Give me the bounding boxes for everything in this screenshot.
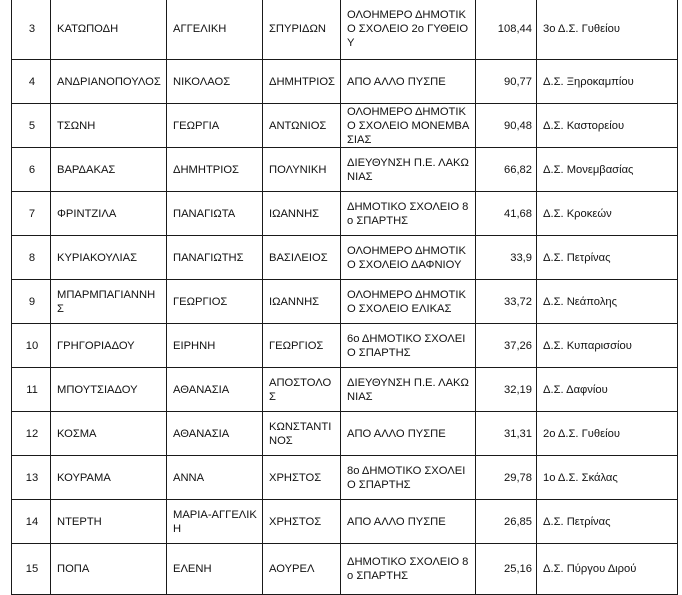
school-cell: ΔΗΜΟΤΙΚΟ ΣΧΟΛΕΙΟ 8ο ΣΠΑΡΤΗΣ — [341, 544, 476, 595]
score-cell: 41,68 — [476, 192, 537, 236]
surname-cell: ΜΠΟΥΤΣΙΑΔΟΥ — [51, 368, 167, 412]
surname-cell: ΚΟΥΡΑΜΑ — [51, 456, 167, 500]
table-row — [12, 280, 678, 324]
row-number-cell: 15 — [12, 544, 51, 595]
firstname-cell: ΠΑΝΑΓΙΩΤΗΣ — [167, 236, 263, 280]
score-cell: 33,72 — [476, 280, 537, 324]
table-row — [12, 60, 678, 104]
score-cell: 31,31 — [476, 412, 537, 456]
score-cell: 90,48 — [476, 104, 537, 148]
destination-cell: Δ.Σ. Μονεμβασίας — [537, 148, 678, 192]
school-cell: ΟΛΟΗΜΕΡΟ ΔΗΜΟΤΙΚΟ ΣΧΟΛΕΙΟ ΜΟΝΕΜΒΑΣΙΑΣ — [341, 104, 476, 148]
table-row — [12, 192, 678, 236]
father-name-cell: ΙΩΑΝΝΗΣ — [263, 192, 341, 236]
score-cell: 25,16 — [476, 544, 537, 595]
school-cell: ΑΠΟ ΑΛΛΟ ΠΥΣΠΕ — [341, 412, 476, 456]
firstname-cell: ΓΕΩΡΓΙΟΣ — [167, 280, 263, 324]
table-row — [12, 0, 678, 60]
firstname-cell: ΑΘΑΝΑΣΙΑ — [167, 412, 263, 456]
table-row — [12, 104, 678, 148]
row-number-cell: 8 — [12, 236, 51, 280]
row-number-cell: 4 — [12, 60, 51, 104]
score-cell: 32,19 — [476, 368, 537, 412]
surname-cell: ΤΣΩΝΗ — [51, 104, 167, 148]
firstname-cell: ΓΕΩΡΓΙΑ — [167, 104, 263, 148]
father-name-cell: ΚΩΝΣΤΑΝΤΙΝΟΣ — [263, 412, 341, 456]
score-cell: 29,78 — [476, 456, 537, 500]
school-cell: ΔΗΜΟΤΙΚΟ ΣΧΟΛΕΙΟ 8ο ΣΠΑΡΤΗΣ — [341, 192, 476, 236]
score-cell: 108,44 — [476, 0, 537, 60]
table-row — [12, 148, 678, 192]
score-cell: 33,9 — [476, 236, 537, 280]
father-name-cell: ΒΑΣΙΛΕΙΟΣ — [263, 236, 341, 280]
destination-cell: Δ.Σ. Πύργου Διρού — [537, 544, 678, 595]
father-name-cell: ΙΩΑΝΝΗΣ — [263, 280, 341, 324]
row-number-cell: 6 — [12, 148, 51, 192]
row-number-cell: 13 — [12, 456, 51, 500]
school-cell: ΑΠΟ ΑΛΛΟ ΠΥΣΠΕ — [341, 500, 476, 544]
father-name-cell: ΧΡΗΣΤΟΣ — [263, 456, 341, 500]
firstname-cell: ΑΘΑΝΑΣΙΑ — [167, 368, 263, 412]
table-row — [12, 412, 678, 456]
school-cell: 8ο ΔΗΜΟΤΙΚΟ ΣΧΟΛΕΙΟ ΣΠΑΡΤΗΣ — [341, 456, 476, 500]
row-number-cell: 10 — [12, 324, 51, 368]
surname-cell: ΜΠΑΡΜΠΑΓΙΑΝΝΗΣ — [51, 280, 167, 324]
destination-cell: 3ο Δ.Σ. Γυθείου — [537, 0, 678, 60]
firstname-cell: ΠΑΝΑΓΙΩΤΑ — [167, 192, 263, 236]
father-name-cell: ΔΗΜΗΤΡΙΟΣ — [263, 60, 341, 104]
firstname-cell: ΕΙΡΗΝΗ — [167, 324, 263, 368]
score-cell: 26,85 — [476, 500, 537, 544]
surname-cell: ΠΟΠΑ — [51, 544, 167, 595]
row-number-cell: 3 — [12, 0, 51, 60]
row-number-cell: 12 — [12, 412, 51, 456]
placement-table — [11, 0, 678, 595]
destination-cell: Δ.Σ. Πετρίνας — [537, 236, 678, 280]
table-row — [12, 500, 678, 544]
table-row — [12, 236, 678, 280]
table-row — [12, 544, 678, 595]
surname-cell: ΚΥΡΙΑΚΟΥΛΙΑΣ — [51, 236, 167, 280]
table-body — [12, 0, 678, 595]
firstname-cell: ΔΗΜΗΤΡΙΟΣ — [167, 148, 263, 192]
school-cell: ΟΛΟΗΜΕΡΟ ΔΗΜΟΤΙΚΟ ΣΧΟΛΕΙΟ ΕΛΙΚΑΣ — [341, 280, 476, 324]
destination-cell: Δ.Σ. Δαφνίου — [537, 368, 678, 412]
surname-cell: ΑΝΔΡΙΑΝΟΠΟΥΛΟΣ — [51, 60, 167, 104]
table-row — [12, 368, 678, 412]
destination-cell: Δ.Σ. Ξηροκαμπίου — [537, 60, 678, 104]
score-cell: 90,77 — [476, 60, 537, 104]
father-name-cell: ΑΠΟΣΤΟΛΟΣ — [263, 368, 341, 412]
firstname-cell: ΑΝΝΑ — [167, 456, 263, 500]
score-cell: 66,82 — [476, 148, 537, 192]
row-number-cell: 14 — [12, 500, 51, 544]
row-number-cell: 7 — [12, 192, 51, 236]
surname-cell: ΚΑΤΩΠΟΔΗ — [51, 0, 167, 60]
score-cell: 37,26 — [476, 324, 537, 368]
surname-cell: ΝΤΕΡΤΗ — [51, 500, 167, 544]
surname-cell: ΦΡΙΝΤΖΙΛΑ — [51, 192, 167, 236]
school-cell: ΟΛΟΗΜΕΡΟ ΔΗΜΟΤΙΚΟ ΣΧΟΛΕΙΟ ΔΑΦΝΙΟΥ — [341, 236, 476, 280]
father-name-cell: ΑΟΥΡΕΛ — [263, 544, 341, 595]
destination-cell: 2ο Δ.Σ. Γυθείου — [537, 412, 678, 456]
table-row — [12, 324, 678, 368]
father-name-cell: ΧΡΗΣΤΟΣ — [263, 500, 341, 544]
surname-cell: ΓΡΗΓΟΡΙΑΔΟΥ — [51, 324, 167, 368]
destination-cell: Δ.Σ. Κυπαρισσίου — [537, 324, 678, 368]
school-cell: ΔΙΕΥΘΥΝΣΗ Π.Ε. ΛΑΚΩΝΙΑΣ — [341, 148, 476, 192]
school-cell: 6ο ΔΗΜΟΤΙΚΟ ΣΧΟΛΕΙΟ ΣΠΑΡΤΗΣ — [341, 324, 476, 368]
destination-cell: Δ.Σ. Πετρίνας — [537, 500, 678, 544]
father-name-cell: ΓΕΩΡΓΙΟΣ — [263, 324, 341, 368]
father-name-cell: ΣΠΥΡΙΔΩΝ — [263, 0, 341, 60]
row-number-cell: 5 — [12, 104, 51, 148]
firstname-cell: ΜΑΡΙΑ-ΑΓΓΕΛΙΚΗ — [167, 500, 263, 544]
school-cell: ΑΠΟ ΑΛΛΟ ΠΥΣΠΕ — [341, 60, 476, 104]
destination-cell: Δ.Σ. Νεάπολης — [537, 280, 678, 324]
school-cell: ΔΙΕΥΘΥΝΣΗ Π.Ε. ΛΑΚΩΝΙΑΣ — [341, 368, 476, 412]
row-number-cell: 11 — [12, 368, 51, 412]
school-cell: ΟΛΟΗΜΕΡΟ ΔΗΜΟΤΙΚΟ ΣΧΟΛΕΙΟ 2ο ΓΥΘΕΙΟΥ — [341, 0, 476, 60]
firstname-cell: ΕΛΕΝΗ — [167, 544, 263, 595]
surname-cell: ΒΑΡΔΑΚΑΣ — [51, 148, 167, 192]
table-row — [12, 456, 678, 500]
destination-cell: Δ.Σ. Κροκεών — [537, 192, 678, 236]
row-number-cell: 9 — [12, 280, 51, 324]
firstname-cell: ΑΓΓΕΛΙΚΗ — [167, 0, 263, 60]
destination-cell: Δ.Σ. Καστορείου — [537, 104, 678, 148]
father-name-cell: ΑΝΤΩΝΙΟΣ — [263, 104, 341, 148]
destination-cell: 1ο Δ.Σ. Σκάλας — [537, 456, 678, 500]
surname-cell: ΚΟΣΜΑ — [51, 412, 167, 456]
firstname-cell: ΝΙΚΟΛΑΟΣ — [167, 60, 263, 104]
father-name-cell: ΠΟΛΥΝΙΚΗ — [263, 148, 341, 192]
